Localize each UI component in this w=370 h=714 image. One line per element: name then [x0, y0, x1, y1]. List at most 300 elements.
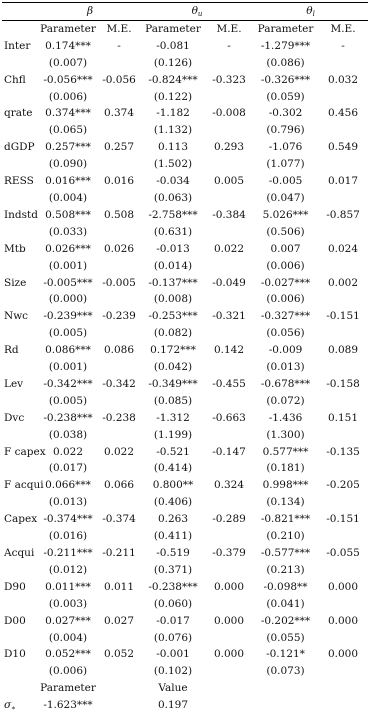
parameter-estimate: -0.238***: [43, 411, 93, 424]
standard-error-row: [2, 630, 368, 647]
blank-cell: [2, 596, 39, 613]
blank-cell: [97, 562, 141, 579]
blank-cell: [205, 55, 253, 72]
marginal-effect: 0.000: [327, 580, 359, 593]
marginal-effect: 0.549: [327, 141, 359, 154]
parameter-estimate: -0.327***: [260, 310, 311, 323]
blank-cell: [318, 89, 368, 106]
sigma-subscript: ∗: [11, 704, 16, 713]
marginal-effect: -0.049: [212, 276, 246, 289]
parameter-estimate: -0.253***: [148, 310, 198, 323]
marginal-effect: 0.024: [327, 242, 359, 255]
standard-error: (0.060): [153, 597, 193, 610]
standard-error: (0.001): [48, 259, 88, 272]
standard-error: (0.072): [266, 394, 305, 407]
table-row: [2, 342, 368, 359]
blank-cell: [97, 494, 141, 511]
parameter-estimate: -1.076: [268, 141, 303, 154]
standard-error: (1.300): [266, 428, 305, 441]
standard-error: (0.004): [48, 631, 88, 644]
standard-error-row: [2, 528, 368, 545]
marginal-effect: -0.008: [212, 107, 246, 120]
standard-error: (0.005): [48, 394, 88, 407]
row-label: Size: [4, 276, 27, 289]
marginal-effect: 0.022: [213, 242, 245, 255]
parameter-estimate: 0.011***: [45, 580, 91, 593]
blank-cell: [2, 460, 39, 477]
blank-cell: [97, 190, 141, 207]
row-label: F acqui: [4, 479, 44, 492]
standard-error: (0.006): [266, 259, 305, 272]
blank-cell: [318, 630, 368, 647]
parameter-estimate: -0.326***: [260, 73, 311, 86]
blank-cell: [253, 680, 318, 697]
blank-cell: [318, 562, 368, 579]
blank-cell: [205, 359, 253, 376]
standard-error: (0.000): [48, 293, 88, 306]
marginal-effect: -0.151: [326, 513, 360, 526]
row-label: Lev: [4, 377, 24, 390]
blank-cell: [318, 156, 368, 173]
parameter-estimate: 0.374***: [45, 107, 91, 120]
standard-error: (0.122): [153, 90, 193, 103]
blank-cell: [2, 190, 39, 207]
parameter-estimate: -0.821***: [260, 513, 311, 526]
blank-cell: [97, 156, 141, 173]
standard-error: (0.065): [48, 124, 88, 137]
standard-error-row: [2, 55, 368, 72]
blank-cell: [2, 55, 39, 72]
marginal-effect: 0.000: [213, 614, 245, 627]
blank-cell: [318, 494, 368, 511]
standard-error-row: [2, 427, 368, 444]
table-row: [2, 545, 368, 562]
parameter-estimate: 0.998***: [262, 479, 309, 492]
marginal-effect: 0.508: [103, 208, 135, 221]
blank-cell: [318, 427, 368, 444]
blank-cell: [318, 596, 368, 613]
table-row: [2, 410, 368, 427]
footer-header-row: [2, 680, 368, 697]
marginal-effect: 0.022: [103, 445, 135, 458]
parameter-estimate: 0.022: [52, 445, 84, 458]
blank-cell: [2, 393, 39, 410]
marginal-effect: -0.239: [102, 310, 136, 323]
sub-header-blank: [2, 20, 39, 37]
table-row: [2, 444, 368, 461]
blank-cell: [318, 697, 368, 714]
parameter-estimate: -0.202***: [260, 614, 311, 627]
standard-error: (0.506): [266, 225, 305, 238]
parameter-estimate: -0.027***: [260, 276, 311, 289]
blank-cell: [205, 393, 253, 410]
row-label: D90: [4, 580, 26, 593]
parameter-estimate: -0.238***: [148, 580, 198, 593]
marginal-effect: 0.456: [327, 107, 359, 120]
table-row: [2, 477, 368, 494]
blank-cell: [97, 663, 141, 680]
parameter-estimate: -0.005***: [43, 276, 93, 289]
parameter-estimate: 0.007: [270, 242, 301, 255]
parameter-estimate: 0.172***: [150, 344, 196, 357]
marginal-effect: -0.147: [212, 445, 246, 458]
marginal-effect: -0.205: [326, 479, 360, 492]
blank-cell: [2, 494, 39, 511]
parameter-estimate: -0.137***: [148, 276, 198, 289]
table-row: [2, 105, 368, 122]
standard-error: (1.132): [153, 124, 193, 137]
blank-cell: [97, 359, 141, 376]
blank-cell: [97, 122, 141, 139]
blank-cell: [205, 258, 253, 275]
blank-cell: [318, 55, 368, 72]
marginal-effect: 0.000: [327, 648, 359, 661]
group-header-beta: β: [39, 3, 141, 21]
marginal-effect: -0.211: [102, 547, 136, 559]
marginal-effect: 0.000: [327, 614, 359, 627]
marginal-effect: -0.055: [326, 547, 360, 559]
standard-error-row: [2, 325, 368, 342]
standard-error: (0.102): [153, 665, 193, 678]
standard-error: (0.033): [48, 225, 88, 238]
blank-cell: [97, 89, 141, 106]
marginal-effect: 0.026: [103, 242, 135, 255]
sub-header-me: M.E.: [205, 20, 253, 37]
parameter-estimate: 0.026***: [45, 242, 91, 255]
standard-error-row: [2, 224, 368, 241]
standard-error-row: [2, 663, 368, 680]
parameter-estimate: -0.211***: [43, 547, 93, 559]
table-row: [2, 38, 368, 55]
parameter-estimate: 0.016***: [45, 175, 91, 188]
blank-cell: [318, 291, 368, 308]
blank-cell: [97, 697, 141, 714]
blank-cell: [318, 460, 368, 477]
standard-error: (0.006): [266, 293, 305, 306]
blank-cell: [97, 680, 141, 697]
table-row: [2, 646, 368, 663]
marginal-effect: 0.011: [103, 580, 135, 593]
marginal-effect: 0.016: [103, 175, 135, 188]
parameter-estimate: -0.121*: [266, 648, 305, 661]
sub-header-row: [2, 20, 368, 37]
marginal-effect: 0.000: [213, 648, 245, 661]
standard-error: (0.013): [266, 361, 305, 374]
blank-cell: [205, 427, 253, 444]
parameter-estimate: -0.374***: [43, 513, 93, 526]
blank-cell: [205, 562, 253, 579]
marginal-effect: -0.663: [212, 411, 246, 424]
standard-error: (0.406): [153, 496, 193, 509]
standard-error: (0.056): [266, 327, 305, 340]
blank-cell: [2, 156, 39, 173]
footer-header-value: Value: [158, 682, 188, 695]
parameter-estimate: -0.519: [156, 547, 190, 559]
sub-header-me: M.E.: [97, 20, 141, 37]
sigma-star-value: 0.197: [157, 699, 189, 712]
blank-cell: [2, 325, 39, 342]
standard-error-row: [2, 258, 368, 275]
marginal-effect: 0.002: [327, 276, 359, 289]
marginal-effect: -0.289: [212, 513, 246, 526]
parameter-estimate: 0.066***: [45, 479, 91, 492]
marginal-effect: -0.379: [212, 547, 246, 559]
blank-cell: [205, 663, 253, 680]
parameter-estimate: 0.508***: [45, 208, 91, 221]
blank-cell: [97, 427, 141, 444]
parameter-estimate: -1.436: [268, 411, 303, 424]
parameter-estimate: 0.263: [157, 513, 189, 526]
blank-cell: [2, 630, 39, 647]
parameter-estimate: -0.001: [156, 648, 190, 661]
sub-header-me: M.E.: [318, 20, 368, 37]
standard-error: (0.059): [266, 90, 305, 103]
marginal-effect: -0.342: [102, 377, 136, 390]
parameter-estimate: 0.577***: [262, 445, 309, 458]
parameter-estimate: 0.174***: [45, 39, 91, 52]
blank-cell: [318, 680, 368, 697]
blank-cell: [205, 596, 253, 613]
blank-cell: [205, 697, 253, 714]
standard-error-row: [2, 393, 368, 410]
standard-error: (0.085): [153, 394, 193, 407]
blank-cell: [318, 190, 368, 207]
marginal-effect: 0.374: [103, 107, 135, 120]
marginal-effect: -0.238: [102, 411, 136, 424]
table-row: [2, 275, 368, 292]
row-label: RESS: [4, 175, 34, 188]
standard-error: (0.007): [48, 56, 88, 69]
blank-cell: [205, 528, 253, 545]
group-header-row: [2, 3, 368, 21]
table-row: [2, 511, 368, 528]
sub-header-parameter: Parameter: [39, 20, 97, 37]
parameter-estimate: -0.239***: [43, 310, 93, 323]
standard-error: (0.017): [48, 462, 88, 475]
blank-cell: [205, 630, 253, 647]
standard-error: (0.016): [48, 530, 88, 543]
standard-error: (0.047): [266, 191, 305, 204]
marginal-effect: -0.151: [326, 310, 360, 323]
marginal-effect: -0.158: [326, 377, 360, 390]
blank-cell: [318, 325, 368, 342]
standard-error-row: [2, 494, 368, 511]
marginal-effect: 0.142: [213, 344, 245, 357]
blank-cell: [97, 630, 141, 647]
marginal-effect: -0.323: [212, 73, 246, 86]
standard-error: (0.063): [153, 191, 193, 204]
standard-error: (0.001): [48, 361, 88, 374]
blank-cell: [318, 122, 368, 139]
parameter-estimate: 0.027***: [45, 614, 91, 627]
standard-error: (0.796): [266, 124, 305, 137]
marginal-effect: -0.455: [212, 377, 246, 390]
parameter-estimate: -0.521: [156, 445, 190, 458]
standard-error: (0.076): [153, 631, 193, 644]
sigma-symbol: σ: [4, 699, 12, 712]
row-label: Rd: [4, 344, 19, 357]
sub-header-parameter: Parameter: [141, 20, 205, 37]
parameter-estimate: 0.800**: [152, 479, 194, 492]
group-header-theta-l: $\theta_l$: [253, 3, 368, 21]
parameter-estimate: -0.098**: [263, 580, 308, 593]
blank-cell: [318, 393, 368, 410]
standard-error-row: [2, 596, 368, 613]
parameter-estimate: -0.005: [268, 175, 303, 188]
blank-cell: [2, 680, 39, 697]
parameter-estimate: 0.257***: [45, 141, 91, 154]
blank-cell: [318, 258, 368, 275]
standard-error: (0.013): [48, 496, 88, 509]
standard-error: (0.005): [48, 327, 88, 340]
blank-cell: [318, 528, 368, 545]
marginal-effect: -0.374: [102, 513, 136, 526]
standard-error: (0.006): [48, 90, 88, 103]
marginal-effect: 0.052: [103, 648, 135, 661]
standard-error-row: [2, 190, 368, 207]
row-label: Mtb: [4, 242, 26, 255]
table-row: [2, 173, 368, 190]
parameter-estimate: -0.056***: [43, 73, 93, 86]
blank-cell: [205, 680, 253, 697]
row-label: D10: [4, 648, 26, 661]
standard-error: (0.073): [266, 665, 305, 678]
blank-cell: [318, 224, 368, 241]
blank-cell: [2, 663, 39, 680]
standard-error: (0.210): [266, 530, 305, 543]
sub-header-parameter: Parameter: [253, 20, 318, 37]
marginal-effect: -0.321: [212, 310, 246, 323]
footer-value-row: [2, 697, 368, 714]
parameter-estimate: 0.086***: [45, 344, 91, 357]
standard-error-row: [2, 359, 368, 376]
blank-cell: [2, 258, 39, 275]
blank-cell: [318, 359, 368, 376]
parameter-estimate: 0.052***: [45, 648, 91, 661]
blank-cell: [253, 697, 318, 714]
table-row: [2, 308, 368, 325]
standard-error-row: [2, 156, 368, 173]
parameter-estimate: -0.342***: [43, 377, 93, 390]
marginal-effect: 0.027: [103, 614, 135, 627]
blank-cell: [205, 156, 253, 173]
standard-error: (0.008): [153, 293, 193, 306]
marginal-effect: 0.086: [103, 344, 135, 357]
blank-cell: [97, 224, 141, 241]
parameter-estimate: -1.182: [156, 107, 190, 120]
row-label: Acqui: [4, 547, 35, 559]
marginal-effect: -0.857: [326, 208, 360, 221]
standard-error: (0.371): [153, 563, 193, 576]
parameter-estimate: -0.302: [268, 107, 303, 120]
standard-error: (0.006): [48, 665, 88, 678]
blank-cell: [97, 393, 141, 410]
standard-error: (0.126): [153, 56, 193, 69]
parameter-estimate: -0.349***: [148, 377, 198, 390]
marginal-effect: 0.293: [213, 141, 245, 154]
marginal-effect: 0.005: [213, 175, 245, 188]
parameter-estimate: 0.113: [157, 141, 189, 154]
standard-error: (0.041): [266, 597, 305, 610]
table-row: [2, 72, 368, 89]
row-label: D00: [4, 614, 26, 627]
row-label: Indstd: [4, 208, 38, 221]
marginal-effect: -0.056: [102, 73, 136, 86]
standard-error: (0.004): [48, 191, 88, 204]
marginal-effect: 0.017: [327, 175, 359, 188]
blank-cell: [2, 359, 39, 376]
parameter-estimate: -0.034: [156, 175, 190, 188]
marginal-effect: -0.005: [102, 276, 136, 289]
standard-error: (0.134): [266, 496, 305, 509]
group-header-theta-u: $\theta_u$: [141, 3, 253, 21]
row-label: Nwc: [4, 310, 29, 323]
blank-cell: [2, 122, 39, 139]
standard-error-row: [2, 122, 368, 139]
row-label: F capex: [4, 445, 46, 458]
standard-error: (0.181): [266, 462, 305, 475]
row-label: Inter: [4, 39, 31, 52]
standard-error: (0.038): [48, 428, 88, 441]
marginal-effect: -: [227, 39, 231, 52]
blank-cell: [205, 291, 253, 308]
standard-error-row: [2, 562, 368, 579]
blank-cell: [97, 460, 141, 477]
table-row: [2, 613, 368, 630]
marginal-effect: 0.324: [213, 479, 245, 492]
marginal-effect: -0.384: [212, 208, 246, 221]
parameter-estimate: -0.678***: [260, 377, 311, 390]
standard-error: (0.631): [153, 225, 193, 238]
marginal-effect: -: [117, 39, 121, 52]
blank-cell: [2, 89, 39, 106]
blank-cell: [2, 427, 39, 444]
blank-cell: [2, 291, 39, 308]
blank-cell: [205, 89, 253, 106]
parameter-estimate: -0.577***: [260, 547, 311, 559]
table-row: [2, 241, 368, 258]
row-label: qrate: [4, 107, 33, 120]
standard-error: (0.014): [153, 259, 193, 272]
row-label: Dvc: [4, 411, 25, 424]
standard-error: (0.055): [266, 631, 305, 644]
parameter-estimate: -1.279***: [260, 39, 311, 52]
standard-error: (1.502): [153, 158, 193, 171]
parameter-estimate: -1.312: [156, 411, 190, 424]
row-label: Chfl: [4, 73, 26, 86]
row-label: Capex: [4, 513, 38, 526]
standard-error: (0.411): [153, 530, 193, 543]
standard-error-row: [2, 460, 368, 477]
blank-cell: [2, 562, 39, 579]
standard-error: (0.082): [153, 327, 193, 340]
blank-cell: [97, 528, 141, 545]
table-row: [2, 376, 368, 393]
parameter-estimate: 5.026***: [262, 208, 309, 221]
blank-cell: [97, 291, 141, 308]
marginal-effect: 0.151: [327, 411, 359, 424]
standard-error: (0.042): [153, 361, 193, 374]
parameter-estimate: -2.758***: [148, 208, 198, 221]
standard-error: (0.090): [48, 158, 88, 171]
table-row: [2, 139, 368, 156]
marginal-effect: -0.135: [326, 445, 360, 458]
standard-error: (1.077): [266, 158, 305, 171]
sigma-star-parameter: -1.623***: [43, 699, 93, 712]
parameter-estimate: -0.081: [156, 39, 190, 52]
blank-cell: [2, 528, 39, 545]
standard-error: (0.003): [48, 597, 88, 610]
